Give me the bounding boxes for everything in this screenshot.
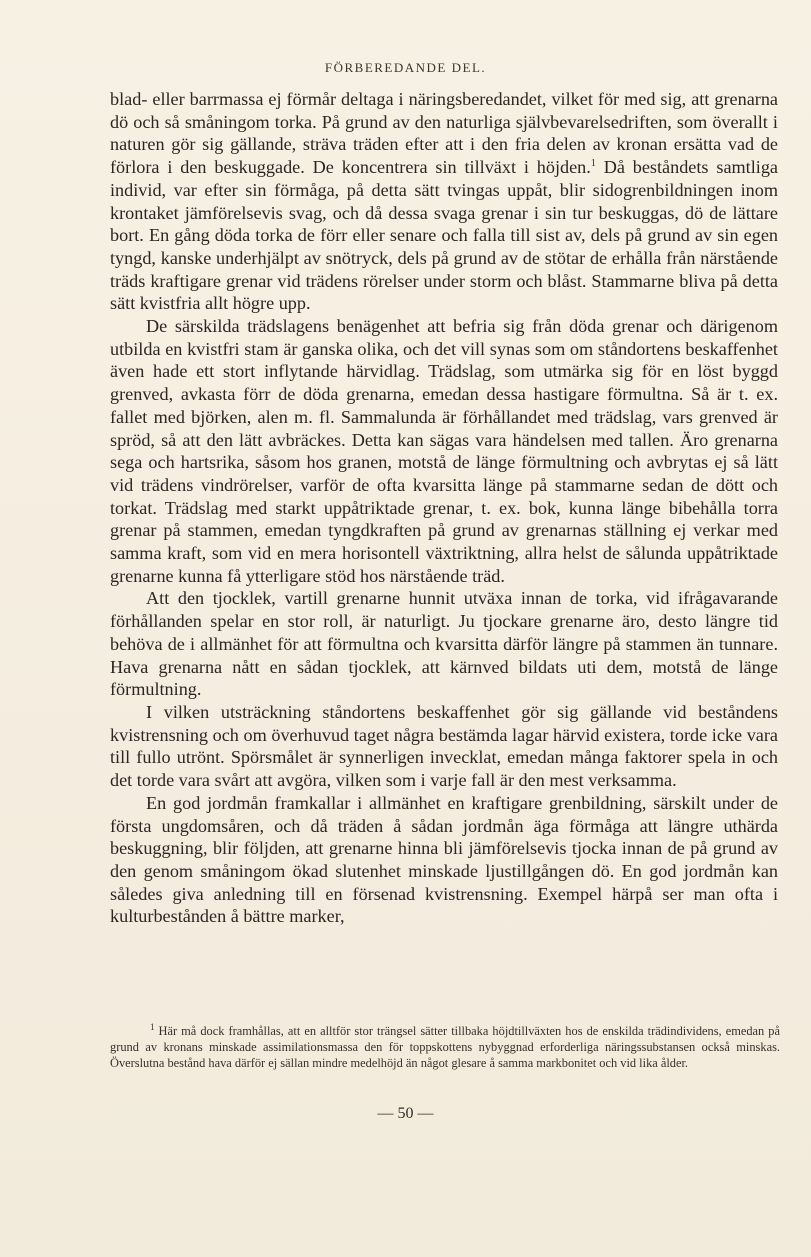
paragraph-3: Att den tjocklek, vartill grenarne hunnit utväxa innan de torka, vid ifrågavarande förhållanden spelar en stor roll, är naturligt. Ju tjockare grenarne äro, desto längre tid behöva de i allmänhet för att förmultna och kvarsitta därför längre på stammen än tunnare. Hava grenarna nått en sådan tjocklek, att kärnved bildats uti dem, motstå de länge förmultning.	[110, 588, 778, 700]
paragraph-1-text-a: blad- eller barrmassa ej förmår deltaga i näringsberedandet, vilket för med sig, att grenarna dö och så småningom torka. På grund av den naturliga självbevarelsedriften, som överallt i naturen gör sig gällande, sträva träden efter att i den fria delen av kronan ersätta vad de förlora i den beskuggade. De koncentrera sin tillväxt i höjden.	[110, 89, 778, 178]
running-header: FÖRBEREDANDE DEL.	[324, 60, 487, 75]
footnote-reference: 1	[590, 158, 596, 170]
footnote-mark: 1	[150, 1021, 155, 1032]
paragraph-5: En god jordmån framkallar i allmänhet en kraftigare grenbildning, särskilt under de första ungdomsåren, och då träden å sådan jordmån äga förmåga att längre uthärda beskuggning, blir följden, att grenarne hinna bli jämförelsevis tjocka innan de på grund av den genom småningom ökad slutenhet minskade ljustillgången dö. En god jordmån kan således giva anledning till en försenad kvistrensning. Exempel härpå ser man ofta i kulturbestånden å bättre marker,	[110, 792, 778, 927]
paragraph-1	[110, 88, 778, 315]
footnote-text: Här må dock framhållas, att en alltför stor trängsel sätter tillbaka höjdtillväxten hos de enskilda trädindividens, emedan på grund av kronans minskade assimilationsmassa den för toppskottens nybyggnad erforderliga näringssubstansen också minskas. Överslutna bestånd hava därför ej sällan mindre medelhöjd än något glesare å samma markbonitet och vid lika ålder.	[110, 1024, 780, 1070]
paragraph-2: De särskilda trädslagens benägenhet att befria sig från döda grenar och därigenom utbilda en kvistfri stam är ganska olika, och det vill synas som om ståndortens beskaffenhet även hade ett stort inflytande härvidlag. Trädslag, som utmärka sig för en löst byggd grenved, avkasta förr de döda grenarna, emedan dessa hastigare förmultna. Så är t. ex. fallet med björken, alen m. fl. Sammalunda är förhållandet med trädslag, vars grenved är spröd, så att den lätt avbräckes. Detta kan sägas vara händelsen med tallen. Äro grenarna sega och hartsrika, såsom hos granen, motstå de länge förmultning och avbrytas ej så lätt vid trädens vindrörelser, varför de ofta kvarsitta länge på stammarne sedan de dött och torkat. Trädslag med starkt uppåtriktade grenar, t. ex. bok, kunna länge bibehålla torra grenar på stammen, emedan tyngdkraften på grund av grenarnas ställning ej verkar med samma kraft, som vid en mera horisontell växtriktning, allra helst de sålunda uppåtriktade grenarne kunna få ytterligare stöd hos närstående träd.	[110, 316, 778, 586]
paragraph-1-text-b: Då beståndets samtliga individ, var efter sin förmåga, på detta sätt tvingas uppåt, blir sidogrenbildningen inom krontaket jämförelsevis svag, och då dessa svaga grenar i sin tur beskuggas, dö de lättare bort. En gång döda torka de förr eller senare och falla till sist av, dels på grund av sin egen tyngd, kanske underhjälpt av snötryck, dels på grund av de stötar de erhålla från närstående träds kraftigare grenar vid trädens rörelser under storm och blåst. Stammarne bliva på detta sätt kvistfria allt högre upp.	[110, 157, 778, 314]
page-number: — 50 —	[377, 1105, 434, 1122]
paragraph-4: I vilken utsträckning ståndortens beskaffenhet gör sig gällande vid beståndens kvistrensning och om överhuvud taget några bestämda lagar härvid existera, torde icke vara till fullo utrönt. Spörsmålet är synnerligen invecklat, emedan många faktorer spela in och det torde vara svårt att avgöra, vilken som i varje fall är den mest verksamma.	[110, 701, 778, 791]
body-text	[110, 88, 778, 928]
footnote	[110, 1021, 780, 1071]
